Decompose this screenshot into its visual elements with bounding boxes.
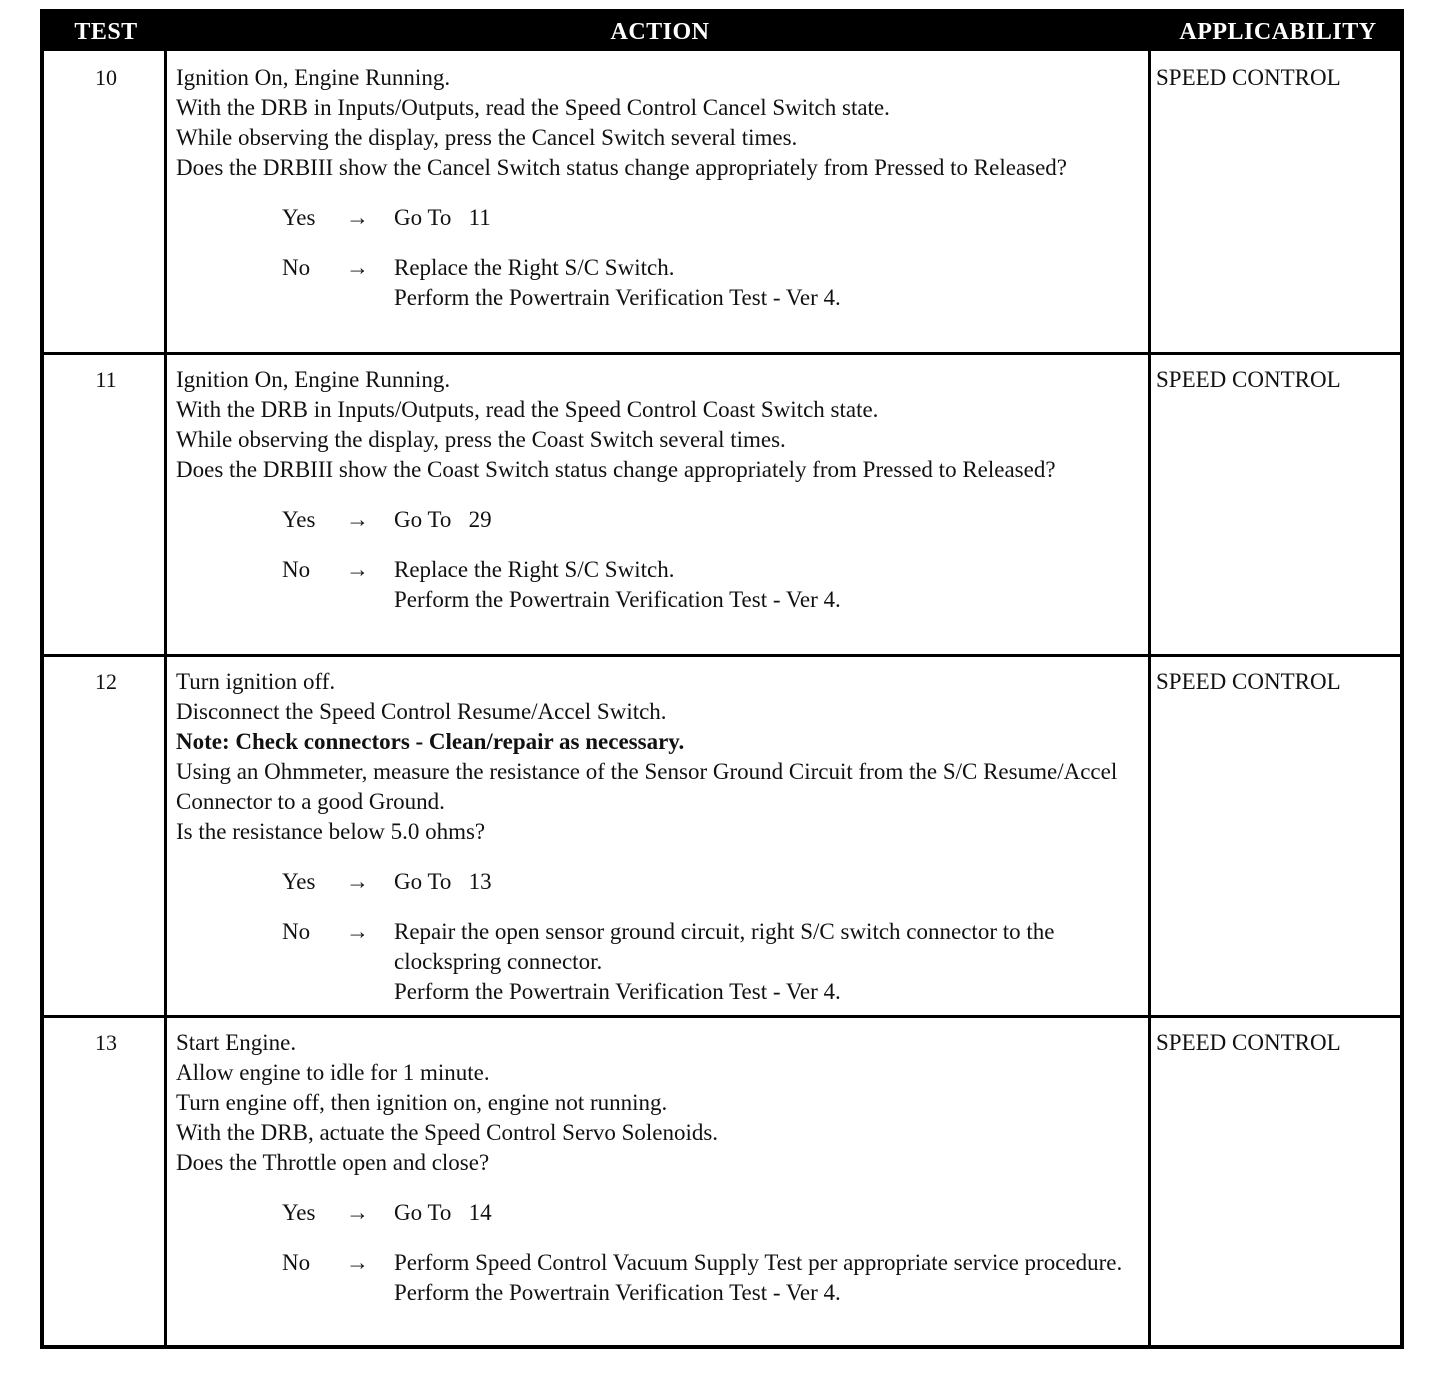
test-number: 12	[95, 669, 117, 694]
yes-branch	[176, 203, 1148, 233]
step-text: Does the DRBIII show the Coast Switch status change appropriately from Pressed to Released?	[176, 457, 1056, 482]
applicability: SPEED CONTROL	[1156, 65, 1341, 90]
no-label: No	[282, 557, 311, 582]
yes-branch	[176, 1198, 1148, 1228]
arrow-icon: →	[346, 919, 369, 944]
step-text: Allow engine to idle for 1 minute.	[176, 1060, 490, 1085]
header-action: ACTION	[610, 19, 710, 45]
no-action-text: Perform the Powertrain Verification Test - Ver 4.	[394, 285, 841, 310]
step-text: Disconnect the Speed Control Resume/Accel Switch.	[176, 699, 667, 724]
test-number: 11	[95, 367, 117, 392]
goto-text: Go To 11	[394, 205, 491, 230]
step-text: Is the resistance below 5.0 ohms?	[176, 819, 486, 844]
applicability: SPEED CONTROL	[1156, 367, 1341, 392]
goto-text: Go To 29	[394, 507, 492, 532]
no-branch	[176, 1248, 1148, 1308]
action-cell	[176, 667, 1148, 1007]
yes-branch	[176, 867, 1148, 897]
test-number: 10	[95, 65, 117, 90]
arrow-icon: →	[346, 557, 369, 582]
table-header	[44, 13, 1400, 51]
header-applicability: APPLICABILITY	[1179, 19, 1377, 45]
step-text: Turn engine off, then ignition on, engine not running.	[176, 1090, 668, 1115]
step-text: Does the DRBIII show the Cancel Switch status change appropriately from Pressed to Released?	[176, 155, 1068, 180]
diagnostic-table	[40, 9, 1404, 1349]
no-action-text: Replace the Right S/C Switch.	[394, 557, 675, 582]
step-text: Using an Ohmmeter, measure the resistance of the Sensor Ground Circuit from the S/C Resume/Accel Connector to a good Ground.	[176, 759, 1118, 814]
no-action-text: Perform the Powertrain Verification Test - Ver 4.	[394, 979, 841, 1004]
goto-text: Go To 13	[394, 869, 492, 894]
test-number: 13	[95, 1030, 117, 1055]
yes-label: Yes	[282, 869, 316, 894]
no-action-text: Repair the open sensor ground circuit, right S/C switch connector to the clockspring connector.	[394, 919, 1055, 974]
action-cell	[176, 63, 1148, 313]
step-text: Start Engine.	[176, 1030, 297, 1055]
arrow-icon: →	[346, 869, 369, 894]
goto-text: Go To 14	[394, 1200, 492, 1225]
note-text: Note: Check connectors - Clean/repair as necessary.	[176, 729, 685, 754]
no-label: No	[282, 1250, 311, 1275]
no-branch	[176, 555, 1148, 615]
step-text: Ignition On, Engine Running.	[176, 367, 451, 392]
no-action-text: Perform the Powertrain Verification Test - Ver 4.	[394, 587, 841, 612]
no-label: No	[282, 255, 311, 280]
row-divider	[44, 352, 1400, 355]
no-branch	[176, 917, 1148, 1007]
no-action-text: Perform Speed Control Vacuum Supply Test per appropriate service procedure.	[394, 1250, 1123, 1275]
applicability: SPEED CONTROL	[1156, 1030, 1341, 1055]
row-divider	[44, 1015, 1400, 1018]
arrow-icon: →	[346, 255, 369, 280]
yes-branch	[176, 505, 1148, 535]
action-cell	[176, 365, 1148, 615]
arrow-icon: →	[346, 1250, 369, 1275]
no-action-text: Replace the Right S/C Switch.	[394, 255, 675, 280]
step-text: While observing the display, press the Coast Switch several times.	[176, 427, 786, 452]
no-label: No	[282, 919, 311, 944]
header-test: TEST	[74, 19, 138, 45]
yes-label: Yes	[282, 507, 316, 532]
action-cell	[176, 1028, 1148, 1308]
arrow-icon: →	[346, 205, 369, 230]
column-divider	[1148, 51, 1151, 1345]
step-text: With the DRB, actuate the Speed Control Servo Solenoids.	[176, 1120, 719, 1145]
step-text: Ignition On, Engine Running.	[176, 65, 451, 90]
column-divider	[164, 51, 167, 1345]
yes-label: Yes	[282, 205, 316, 230]
step-text: With the DRB in Inputs/Outputs, read the Speed Control Coast Switch state.	[176, 397, 879, 422]
no-branch	[176, 253, 1148, 313]
arrow-icon: →	[346, 507, 369, 532]
no-action-text: Perform the Powertrain Verification Test - Ver 4.	[394, 1280, 841, 1305]
applicability: SPEED CONTROL	[1156, 669, 1341, 694]
row-divider	[44, 654, 1400, 657]
yes-label: Yes	[282, 1200, 316, 1225]
arrow-icon: →	[346, 1200, 369, 1225]
step-text: With the DRB in Inputs/Outputs, read the Speed Control Cancel Switch state.	[176, 95, 890, 120]
step-text: Turn ignition off.	[176, 669, 336, 694]
step-text: While observing the display, press the Cancel Switch several times.	[176, 125, 798, 150]
step-text: Does the Throttle open and close?	[176, 1150, 490, 1175]
